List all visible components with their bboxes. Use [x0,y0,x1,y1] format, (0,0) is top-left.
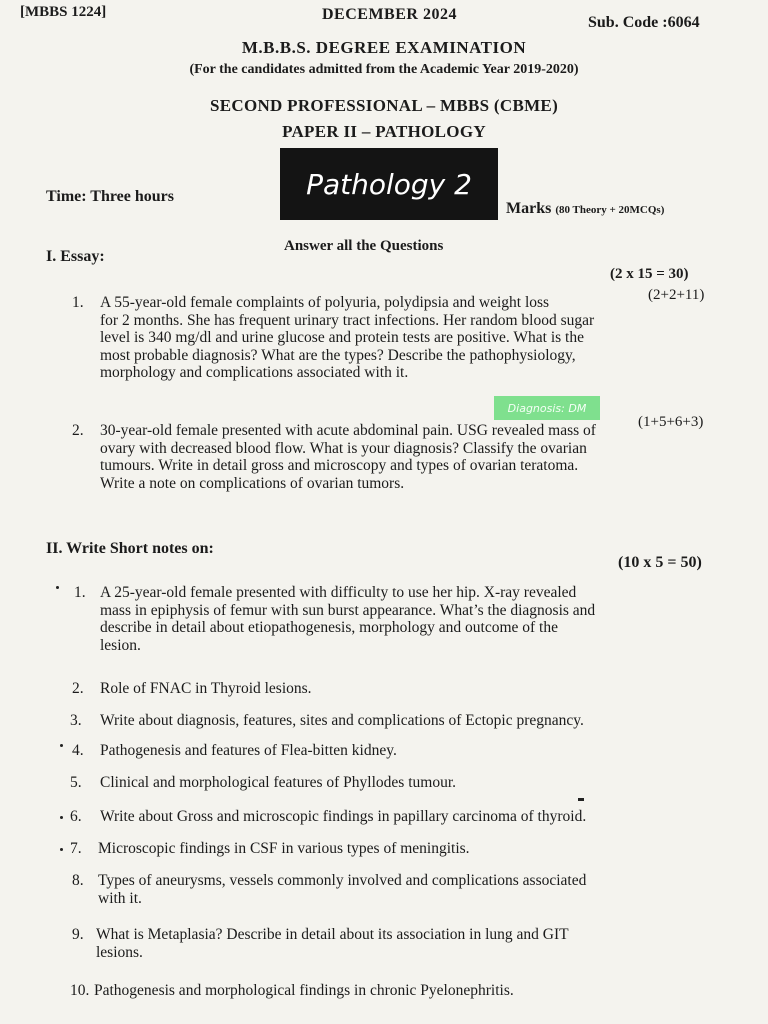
essay-q2-line: ovary with decreased blood flow. What is your diagnosis? Classify the ovarian [100,439,587,457]
marks-detail: (80 Theory + 20MCQs) [555,204,665,216]
short-note-line: What is Metaplasia? Describe in detail about its association in lung and GIT [96,926,569,943]
short-note-line: with it. [98,889,142,907]
short-note-7: Microscopic findings in CSF in various types of meningitis. [98,840,470,857]
professional-title: SECOND PROFESSIONAL – MBBS (CBME) [209,96,559,115]
essay-q1-number: 1. [72,294,84,311]
section-short-notes-title: II. Write Short notes on: [46,540,214,557]
essay-q2-number: 2. [72,422,84,439]
short-note-line: Types of aneurysms, vessels commonly involved and complications associated [98,872,587,889]
short-note-line: lesions. [96,943,143,961]
short-note-line: describe in detail about etiopathogenesis, morphology and outcome of the [100,619,558,636]
essay-q2-split: (1+5+6+3) [638,414,704,430]
essay-q2-line: 30-year-old female presented with acute abdominal pain. USG revealed mass of [100,422,596,439]
paper-title: PAPER II – PATHOLOGY [282,122,486,141]
diagnosis-badge: Diagnosis: DM [494,396,600,420]
short-note-number: 7. [70,840,82,857]
section-essay-marks: (2 x 15 = 30) [610,266,689,282]
essay-q1-line: level is 340 mg/dl and urine glucose and protein tests are positive. What is the [100,329,584,346]
short-note-8 [98,872,724,907]
candidates-note: (For the candidates admitted from the Academic Year 2019-2020) [189,62,579,77]
short-note-10: Pathogenesis and morphological findings in chronic Pyelonephritis. [94,982,514,999]
exam-title: M.B.B.S. DEGREE EXAMINATION [241,38,527,57]
essay-q1-line: for 2 months. She has frequent urinary tract infections. Her random blood sugar [100,311,595,329]
paper-code: [MBBS 1224] [20,4,107,20]
short-note-number: 6. [70,808,82,825]
short-note-2: Role of FNAC in Thyroid lesions. [100,680,312,697]
essay-q2-line: Write a note on complications of ovarian tumors. [100,474,405,492]
essay-q1-line: morphology and complications associated with it. [100,364,409,381]
short-note-number: 2. [72,680,84,697]
essay-q1-line: most probable diagnosis? What are the types? Describe the pathophysiology, [100,346,576,364]
short-note-number: 3. [70,712,82,729]
scan-mark [578,798,584,801]
short-note-number: 10. [70,982,90,999]
short-note-line: mass in epiphysis of femur with sun burst appearance. What’s the diagnosis and [100,601,596,619]
short-note-number: 8. [72,872,84,889]
scan-mark [60,848,63,851]
short-note-9 [96,926,724,961]
essay-q1-line: A 55-year-old female complaints of polyuria, polydipsia and weight loss [100,294,550,311]
scan-mark [60,816,63,819]
short-note-5: Clinical and morphological features of Phyllodes tumour. [100,774,457,791]
essay-q1-text [100,294,722,382]
subject-banner: Pathology 2 [280,148,498,220]
essay-q1-split: (2+2+11) [648,287,705,303]
short-note-4: Pathogenesis and features of Flea-bitten kidney. [100,742,397,759]
short-note-1 [100,584,722,654]
short-note-number: 4. [72,742,84,759]
short-note-6: Write about Gross and microscopic findings in papillary carcinoma of thyroid. [100,808,587,825]
scan-mark [60,744,63,747]
marks-label [506,200,664,218]
subject-code: Sub. Code :6064 [588,14,700,31]
scan-mark [56,586,59,589]
short-note-number: 9. [72,926,84,943]
time-label: Time: Three hours [46,188,175,205]
short-note-line: lesion. [100,636,141,654]
essay-q2-text [100,422,722,492]
short-note-number: 5. [70,774,82,791]
section-short-notes-marks: (10 x 5 = 50) [618,554,702,571]
essay-q2-line: tumours. Write in detail gross and microscopy and types of ovarian teratoma. [100,457,579,474]
marks-text: Marks [506,200,552,217]
short-note-line: A 25-year-old female presented with difficulty to use her hip. X-ray revealed [100,584,577,601]
short-note-number: 1. [74,584,86,601]
instruction: Answer all the Questions [284,238,444,254]
exam-month: DECEMBER 2024 [322,6,457,23]
short-note-3: Write about diagnosis, features, sites and complications of Ectopic pregnancy. [100,712,584,729]
section-essay-title: I. Essay: [46,248,105,265]
